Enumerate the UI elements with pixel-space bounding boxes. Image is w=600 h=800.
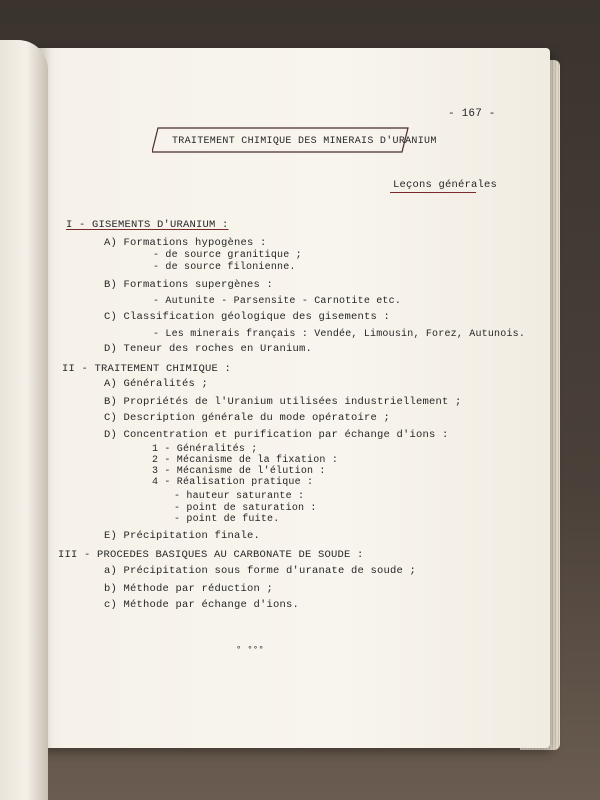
- document-title: TRAITEMENT CHIMIQUE DES MINERAIS D'URANIUM: [172, 136, 437, 147]
- section-1-item-a: A) Formations hypogènes :: [104, 237, 267, 249]
- section-1-item-c: C) Classification géologique des gisements :: [104, 311, 391, 323]
- section-2-item-d1: 1 - Généralités ;: [152, 444, 258, 455]
- section-2-item-d: D) Concentration et purification par échange d'ions :: [104, 429, 449, 441]
- section-2-item-b: B) Propriétés de l'Uranium utilisées industriellement ;: [104, 396, 462, 408]
- subtitle-underline: [390, 192, 476, 193]
- section-3-item-b: b) Méthode par réduction ;: [104, 583, 274, 595]
- section-2-item-d4: 4 - Réalisation pratique :: [152, 477, 314, 488]
- page-number: - 167 -: [448, 108, 496, 120]
- section-3-item-a: a) Précipitation sous forme d'uranate de soude ;: [104, 565, 417, 577]
- footer-mark: ° °°°: [236, 645, 265, 655]
- section-2-item-a: A) Généralités ;: [104, 378, 209, 390]
- facing-page: [0, 40, 48, 800]
- section-2-heading: II - TRAITEMENT CHIMIQUE :: [62, 363, 232, 375]
- section-1-item-b1: - Autunite - Parsensite - Carnotite etc.: [153, 296, 402, 307]
- section-2-item-d2: 2 - Mécanisme de la fixation :: [152, 455, 339, 466]
- section-3-item-c: c) Méthode par échange d'ions.: [104, 599, 300, 611]
- section-2-item-d4b: - point de saturation :: [174, 503, 317, 514]
- section-1-item-b: B) Formations supergènes :: [104, 279, 274, 291]
- section-1-item-a1: - de source granitique ;: [153, 250, 302, 261]
- section-1-heading: I - GISEMENTS D'URANIUM :: [66, 219, 229, 231]
- section-2-item-d3: 3 - Mécanisme de l'élution :: [152, 466, 326, 477]
- section-2-item-d4a: - hauteur saturante :: [174, 491, 305, 502]
- section-1-item-d: D) Teneur des roches en Uranium.: [104, 343, 313, 355]
- section-1-item-c1: - Les minerais français : Vendée, Limousin, Forez, Autunois.: [153, 329, 526, 340]
- subtitle: Leçons générales: [393, 179, 498, 191]
- section-1-item-a2: - de source filonienne.: [153, 262, 296, 273]
- section-2-item-e: E) Précipitation finale.: [104, 530, 261, 542]
- section-2-item-c: C) Description générale du mode opératoire ;: [104, 412, 391, 424]
- section-3-heading: III - PROCEDES BASIQUES AU CARBONATE DE SOUDE :: [58, 549, 364, 561]
- section-2-item-d4c: - point de fuite.: [174, 514, 280, 525]
